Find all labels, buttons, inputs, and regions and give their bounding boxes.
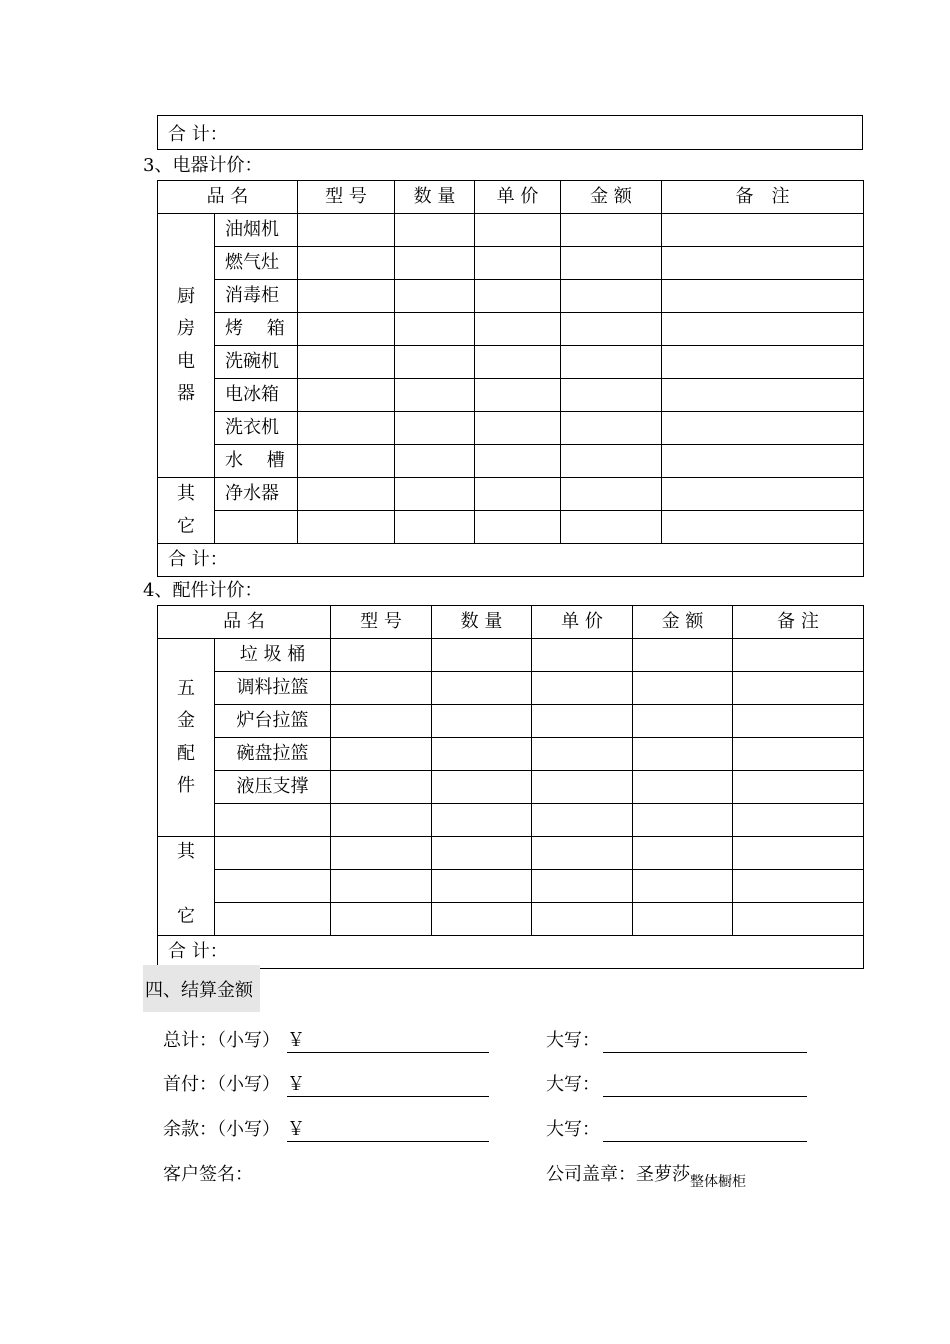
remark-cell[interactable] bbox=[733, 870, 864, 903]
group-hardware: 五 金 配 件 bbox=[158, 639, 215, 837]
header-amount: 金 额 bbox=[561, 181, 662, 214]
remark-cell[interactable] bbox=[733, 672, 864, 705]
company-suffix: 整体橱柜 bbox=[690, 1174, 746, 1190]
amount-cell[interactable] bbox=[561, 214, 662, 247]
quantity-cell[interactable] bbox=[395, 280, 475, 313]
settlement-heading: 四、结算金额 bbox=[145, 979, 253, 1001]
price-cell[interactable] bbox=[532, 672, 633, 705]
group-kitchen-appliances: 厨 房 电 器 bbox=[158, 214, 215, 478]
price-cell[interactable] bbox=[532, 804, 633, 837]
model-cell[interactable] bbox=[298, 445, 395, 478]
total-big-label: 大写： bbox=[546, 1030, 600, 1051]
table-row bbox=[158, 639, 864, 672]
amount-cell[interactable] bbox=[561, 346, 662, 379]
table-header-row bbox=[158, 606, 864, 639]
model-cell[interactable] bbox=[298, 346, 395, 379]
top-total-label: 合 计： bbox=[168, 123, 228, 145]
remark-cell[interactable] bbox=[662, 412, 864, 445]
group-other: 其 它 bbox=[158, 478, 215, 544]
amount-cell[interactable] bbox=[561, 313, 662, 346]
price-cell[interactable] bbox=[532, 771, 633, 804]
table-row bbox=[158, 903, 864, 936]
section3-title: 3、电器计价： bbox=[143, 155, 263, 176]
model-cell[interactable] bbox=[298, 511, 395, 544]
model-cell[interactable] bbox=[331, 771, 432, 804]
amount-cell[interactable] bbox=[633, 705, 733, 738]
amount-cell[interactable] bbox=[633, 870, 733, 903]
item-name: 碗盘拉篮 bbox=[215, 738, 331, 771]
remark-cell[interactable] bbox=[662, 445, 864, 478]
accessories-table bbox=[157, 605, 864, 969]
remark-cell[interactable] bbox=[662, 478, 864, 511]
header-unit-price: 单 价 bbox=[475, 181, 561, 214]
price-cell[interactable] bbox=[475, 379, 561, 412]
model-cell[interactable] bbox=[331, 639, 432, 672]
remark-cell[interactable] bbox=[662, 280, 864, 313]
total-small-line[interactable] bbox=[287, 1052, 489, 1053]
model-cell[interactable] bbox=[331, 903, 432, 936]
down-payment-small-line[interactable] bbox=[287, 1096, 489, 1097]
item-name: 调料拉篮 bbox=[215, 672, 331, 705]
item-name: 油烟机 bbox=[215, 214, 298, 247]
amount-cell[interactable] bbox=[561, 379, 662, 412]
model-cell[interactable] bbox=[298, 247, 395, 280]
price-cell[interactable] bbox=[532, 870, 633, 903]
yen-symbol: ￥ bbox=[287, 1119, 305, 1140]
quantity-cell[interactable] bbox=[395, 511, 475, 544]
item-name: 洗衣机 bbox=[215, 412, 298, 445]
table-row bbox=[158, 511, 864, 544]
yen-symbol: ￥ bbox=[287, 1074, 305, 1095]
item-name: 液压支撑 bbox=[215, 771, 331, 804]
table-header-row bbox=[158, 181, 864, 214]
model-cell[interactable] bbox=[331, 837, 432, 870]
amount-cell[interactable] bbox=[633, 771, 733, 804]
item-name[interactable] bbox=[215, 903, 331, 936]
item-name[interactable] bbox=[215, 804, 331, 837]
header-quantity: 数 量 bbox=[395, 181, 475, 214]
quantity-cell[interactable] bbox=[395, 214, 475, 247]
remark-cell[interactable] bbox=[662, 313, 864, 346]
table-row bbox=[158, 247, 864, 280]
item-name: 燃气灶 bbox=[215, 247, 298, 280]
balance-big-label: 大写： bbox=[546, 1119, 600, 1140]
quantity-cell[interactable] bbox=[395, 379, 475, 412]
price-cell[interactable] bbox=[475, 247, 561, 280]
header-amount: 金 额 bbox=[633, 606, 733, 639]
table-row bbox=[158, 738, 864, 771]
amount-cell[interactable] bbox=[633, 837, 733, 870]
table-row bbox=[158, 346, 864, 379]
item-name[interactable] bbox=[215, 870, 331, 903]
price-cell[interactable] bbox=[475, 445, 561, 478]
down-payment-small-label: 首付：（小写） bbox=[163, 1074, 280, 1095]
table-row bbox=[158, 804, 864, 837]
price-cell[interactable] bbox=[475, 412, 561, 445]
table-row bbox=[158, 379, 864, 412]
total-row bbox=[158, 936, 864, 969]
appliance-table bbox=[157, 180, 864, 577]
remark-cell[interactable] bbox=[733, 837, 864, 870]
table-row bbox=[158, 445, 864, 478]
section4-title: 4、配件计价： bbox=[143, 580, 263, 601]
amount-cell[interactable] bbox=[561, 412, 662, 445]
section4-total-label: 合 计： bbox=[158, 936, 864, 969]
model-cell[interactable] bbox=[298, 313, 395, 346]
header-quantity: 数 量 bbox=[432, 606, 532, 639]
amount-cell[interactable] bbox=[633, 804, 733, 837]
quantity-cell[interactable] bbox=[432, 837, 532, 870]
remark-cell[interactable] bbox=[662, 214, 864, 247]
header-remark: 备 注 bbox=[733, 606, 864, 639]
yen-symbol: ￥ bbox=[287, 1030, 305, 1051]
remark-cell[interactable] bbox=[662, 511, 864, 544]
table-row bbox=[158, 705, 864, 738]
remark-cell[interactable] bbox=[733, 738, 864, 771]
amount-cell[interactable] bbox=[633, 639, 733, 672]
remark-cell[interactable] bbox=[733, 804, 864, 837]
price-cell[interactable] bbox=[532, 639, 633, 672]
model-cell[interactable] bbox=[298, 280, 395, 313]
amount-cell[interactable] bbox=[561, 280, 662, 313]
remark-cell[interactable] bbox=[733, 639, 864, 672]
company-name: 圣萝莎 bbox=[636, 1164, 690, 1185]
model-cell[interactable] bbox=[331, 672, 432, 705]
balance-small-label: 余款：（小写） bbox=[163, 1119, 280, 1140]
remark-cell[interactable] bbox=[733, 903, 864, 936]
quantity-cell[interactable] bbox=[432, 738, 532, 771]
amount-cell[interactable] bbox=[633, 672, 733, 705]
table-row bbox=[158, 870, 864, 903]
quantity-cell[interactable] bbox=[395, 247, 475, 280]
price-cell[interactable] bbox=[475, 313, 561, 346]
quantity-cell[interactable] bbox=[395, 346, 475, 379]
quantity-cell[interactable] bbox=[395, 313, 475, 346]
settlement-heading-box bbox=[143, 965, 260, 1012]
item-name: 垃 圾 桶 bbox=[215, 639, 331, 672]
item-name: 洗碗机 bbox=[215, 346, 298, 379]
amount-cell[interactable] bbox=[633, 903, 733, 936]
header-name: 品 名 bbox=[158, 181, 298, 214]
model-cell[interactable] bbox=[298, 379, 395, 412]
quantity-cell[interactable] bbox=[432, 870, 532, 903]
item-name[interactable] bbox=[215, 837, 331, 870]
price-cell[interactable] bbox=[532, 705, 633, 738]
item-name: 烤 箱 bbox=[215, 313, 298, 346]
quantity-cell[interactable] bbox=[395, 445, 475, 478]
total-row bbox=[158, 544, 864, 577]
amount-cell[interactable] bbox=[633, 738, 733, 771]
total-big-line[interactable] bbox=[603, 1052, 807, 1053]
model-cell[interactable] bbox=[298, 214, 395, 247]
remark-cell[interactable] bbox=[662, 379, 864, 412]
model-cell[interactable] bbox=[331, 804, 432, 837]
quantity-cell[interactable] bbox=[395, 478, 475, 511]
top-total-box bbox=[157, 115, 863, 150]
quantity-cell[interactable] bbox=[432, 804, 532, 837]
item-name: 净水器 bbox=[215, 478, 298, 511]
quantity-cell[interactable] bbox=[432, 903, 532, 936]
price-cell[interactable] bbox=[475, 511, 561, 544]
price-cell[interactable] bbox=[475, 214, 561, 247]
price-cell[interactable] bbox=[532, 837, 633, 870]
quantity-cell[interactable] bbox=[432, 639, 532, 672]
remark-cell[interactable] bbox=[733, 771, 864, 804]
price-cell[interactable] bbox=[532, 738, 633, 771]
table-row bbox=[158, 478, 864, 511]
amount-cell[interactable] bbox=[561, 511, 662, 544]
item-name: 电冰箱 bbox=[215, 379, 298, 412]
company-seal-block bbox=[546, 1164, 746, 1190]
table-row bbox=[158, 214, 864, 247]
item-name: 炉台拉篮 bbox=[215, 705, 331, 738]
item-name: 水 槽 bbox=[215, 445, 298, 478]
company-seal-label: 公司盖章： bbox=[546, 1164, 636, 1185]
amount-cell[interactable] bbox=[561, 247, 662, 280]
amount-cell[interactable] bbox=[561, 478, 662, 511]
section3-total-label: 合 计： bbox=[158, 544, 864, 577]
table-row bbox=[158, 837, 864, 870]
group-other: 其 它 bbox=[158, 837, 215, 936]
model-cell[interactable] bbox=[331, 705, 432, 738]
customer-sign-label: 客户签名： bbox=[163, 1164, 253, 1185]
model-cell[interactable] bbox=[331, 738, 432, 771]
price-cell[interactable] bbox=[475, 478, 561, 511]
quantity-cell[interactable] bbox=[432, 771, 532, 804]
model-cell[interactable] bbox=[298, 478, 395, 511]
down-payment-big-label: 大写： bbox=[546, 1074, 600, 1095]
price-cell[interactable] bbox=[532, 903, 633, 936]
header-unit-price: 单 价 bbox=[532, 606, 633, 639]
balance-big-line[interactable] bbox=[603, 1141, 807, 1142]
total-small-label: 总计：（小写） bbox=[163, 1030, 280, 1051]
remark-cell[interactable] bbox=[662, 346, 864, 379]
model-cell[interactable] bbox=[298, 412, 395, 445]
table-row bbox=[158, 672, 864, 705]
table-row bbox=[158, 280, 864, 313]
header-name: 品 名 bbox=[158, 606, 331, 639]
remark-cell[interactable] bbox=[662, 247, 864, 280]
quantity-cell[interactable] bbox=[432, 672, 532, 705]
down-payment-big-line[interactable] bbox=[603, 1096, 807, 1097]
quantity-cell[interactable] bbox=[432, 705, 532, 738]
header-model: 型 号 bbox=[298, 181, 395, 214]
table-row bbox=[158, 771, 864, 804]
item-name: 消毒柜 bbox=[215, 280, 298, 313]
table-row bbox=[158, 313, 864, 346]
table-row bbox=[158, 412, 864, 445]
header-remark: 备 注 bbox=[662, 181, 864, 214]
price-cell[interactable] bbox=[475, 280, 561, 313]
model-cell[interactable] bbox=[331, 870, 432, 903]
remark-cell[interactable] bbox=[733, 705, 864, 738]
header-model: 型 号 bbox=[331, 606, 432, 639]
price-cell[interactable] bbox=[475, 346, 561, 379]
quantity-cell[interactable] bbox=[395, 412, 475, 445]
item-name[interactable] bbox=[215, 511, 298, 544]
balance-small-line[interactable] bbox=[287, 1141, 489, 1142]
amount-cell[interactable] bbox=[561, 445, 662, 478]
